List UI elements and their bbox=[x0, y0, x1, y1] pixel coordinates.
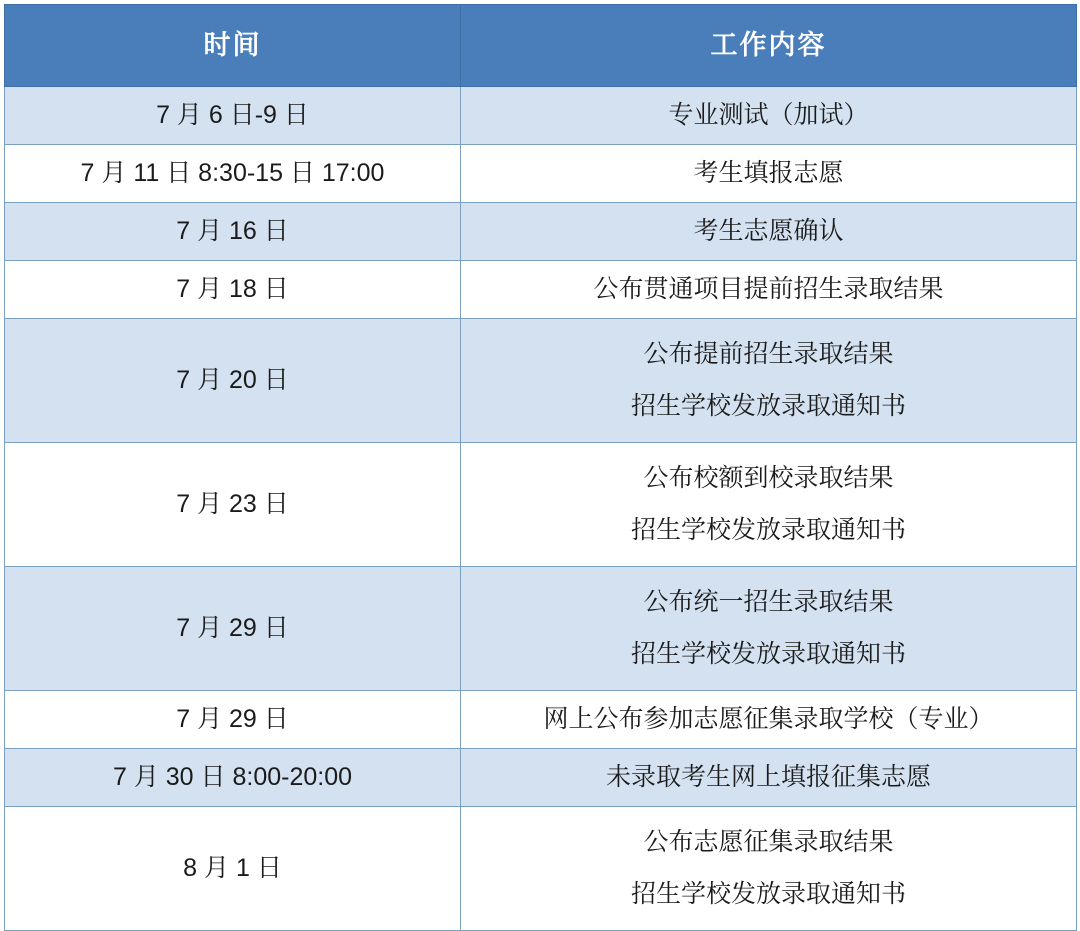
cell-time: 7 月 20 日 bbox=[5, 319, 461, 443]
header-cell-content: 工作内容 bbox=[461, 5, 1077, 87]
cell-content bbox=[461, 567, 1077, 691]
table-row bbox=[5, 567, 1077, 691]
table-row bbox=[5, 145, 1077, 203]
cell-content-line: 招生学校发放录取通知书 bbox=[630, 391, 906, 420]
table-body bbox=[5, 87, 1077, 931]
cell-content bbox=[461, 145, 1077, 203]
cell-content bbox=[461, 319, 1077, 443]
cell-content-line: 公布提前招生录取结果 bbox=[643, 340, 894, 368]
cell-time: 7 月 18 日 bbox=[5, 261, 461, 319]
cell-time: 7 月 29 日 bbox=[5, 691, 461, 749]
cell-content bbox=[461, 691, 1077, 749]
cell-content bbox=[461, 261, 1077, 319]
table-row bbox=[5, 443, 1077, 567]
cell-content bbox=[461, 203, 1077, 261]
cell-content-line: 公布校额到校录取结果 bbox=[643, 464, 894, 492]
cell-content-line: 专业测试（加试） bbox=[668, 100, 869, 129]
cell-time: 7 月 16 日 bbox=[5, 203, 461, 261]
cell-time: 7 月 6 日-9 日 bbox=[5, 87, 461, 145]
table-row bbox=[5, 749, 1077, 807]
cell-content bbox=[461, 443, 1077, 567]
header-cell-time: 时间 bbox=[5, 5, 461, 87]
cell-content bbox=[461, 749, 1077, 807]
cell-content-line: 公布志愿征集录取结果 bbox=[643, 828, 894, 856]
table-row bbox=[5, 319, 1077, 443]
cell-content-line: 公布贯通项目提前招生录取结果 bbox=[593, 274, 944, 303]
cell-content-line: 考生志愿确认 bbox=[693, 216, 844, 245]
cell-content-line: 考生填报志愿 bbox=[693, 158, 844, 187]
cell-time: 7 月 23 日 bbox=[5, 443, 461, 567]
cell-time: 8 月 1 日 bbox=[5, 807, 461, 931]
cell-content bbox=[461, 87, 1077, 145]
cell-content bbox=[461, 807, 1077, 931]
table-row bbox=[5, 261, 1077, 319]
cell-content-line: 招生学校发放录取通知书 bbox=[630, 879, 906, 908]
header-row bbox=[5, 5, 1077, 87]
cell-time: 7 月 30 日 8:00-20:00 bbox=[5, 749, 461, 807]
cell-time: 7 月 11 日 8:30-15 日 17:00 bbox=[5, 145, 461, 203]
table-row bbox=[5, 807, 1077, 931]
admission-schedule-table bbox=[4, 4, 1077, 931]
cell-content-line: 未录取考生网上填报征集志愿 bbox=[605, 762, 931, 791]
cell-content-line: 公布统一招生录取结果 bbox=[643, 588, 894, 616]
table-row bbox=[5, 691, 1077, 749]
cell-content-line: 招生学校发放录取通知书 bbox=[630, 515, 906, 544]
table-row bbox=[5, 203, 1077, 261]
table-row bbox=[5, 87, 1077, 145]
cell-content-line: 网上公布参加志愿征集录取学校（专业） bbox=[543, 704, 994, 733]
table-header bbox=[5, 5, 1077, 87]
cell-content-line: 招生学校发放录取通知书 bbox=[630, 639, 906, 668]
cell-time: 7 月 29 日 bbox=[5, 567, 461, 691]
